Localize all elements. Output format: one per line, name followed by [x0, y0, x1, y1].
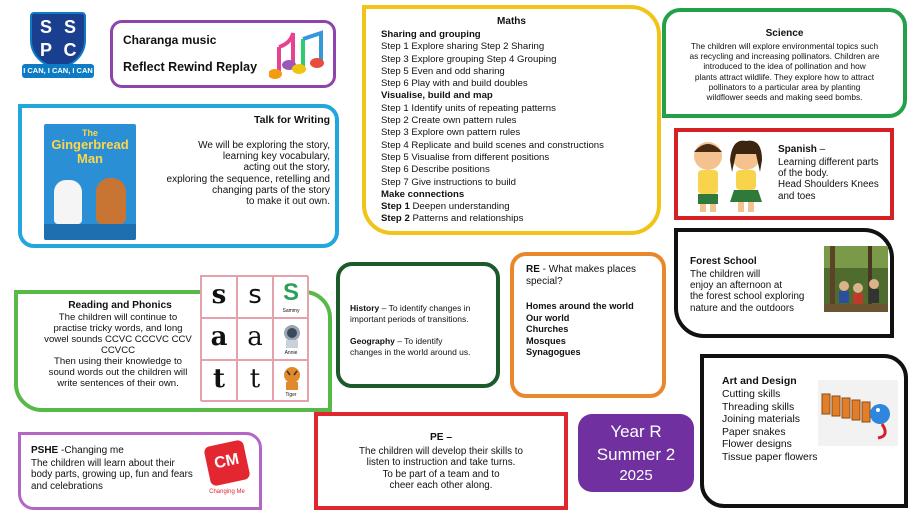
text-line: acting out the story,: [243, 162, 330, 174]
text-line: The children will: [690, 269, 761, 280]
text-line: pollinators to a particular area by planting: [708, 81, 861, 92]
step-number: Step 1: [381, 201, 410, 213]
phonics-card: [237, 318, 273, 360]
season-label: Summer 2: [596, 445, 676, 464]
music-notes-icon: [269, 27, 331, 85]
phonics-card: [201, 318, 237, 360]
step-text: Patterns and relationships: [412, 213, 524, 225]
badge-caption: Changing Me: [209, 489, 245, 495]
phonics-card: [273, 276, 309, 318]
re-title: RE: [526, 264, 540, 275]
maths-heading: Make connections: [381, 188, 465, 200]
art-list: [722, 389, 817, 465]
science-description: [668, 41, 901, 102]
book-title-line: Gingerbread: [51, 137, 129, 152]
text-line: write sentences of their own.: [57, 378, 179, 389]
phonics-letter: a: [210, 322, 228, 352]
logo-motto: I CAN, I CAN, I CAN: [22, 64, 94, 78]
art-item: Tissue paper flowers: [722, 451, 818, 463]
phonics-letter: s: [248, 280, 262, 310]
forest-title: Forest School: [690, 256, 757, 267]
re-heading: [526, 264, 666, 288]
logo-letter: P: [39, 40, 52, 60]
re-item: Churches: [526, 324, 569, 335]
phonics-letter: t: [249, 364, 261, 394]
maths-step: Step 6 Describe positions: [381, 164, 490, 176]
re-subtitle-2: special?: [526, 276, 563, 287]
maths-content: [381, 29, 604, 226]
text-line: learning key vocabulary,: [222, 151, 330, 163]
text-line: nature and the outdoors: [690, 302, 795, 314]
maths-step: Step 4 Replicate and build scenes and constructions: [381, 139, 604, 151]
text-line: The children will learn about their: [31, 458, 175, 469]
charanga-music-panel: [110, 20, 336, 88]
geography-text-1: – To identify: [394, 336, 443, 346]
text-line: listen to instruction and take turns.: [366, 457, 516, 469]
badge-text: CM: [212, 450, 241, 473]
history-text-2: important periods of transitions.: [350, 313, 469, 324]
text-line: enjoy an afternoon at: [690, 280, 783, 292]
date-label: 2025: [619, 467, 653, 484]
maths-heading: Visualise, build and map: [381, 90, 493, 102]
children-illustration: [686, 138, 770, 214]
art-item: Cutting skills: [722, 389, 781, 400]
text-line: sound words out the children will: [48, 367, 188, 378]
maths-step: Step 1 Explore sharing Step 2 Sharing: [381, 41, 545, 53]
text-line: changing parts of the story: [212, 184, 330, 196]
pe-title: PE –: [429, 432, 453, 443]
art-item: Flower designs: [722, 439, 792, 451]
maths-step: Step 2 Create own pattern rules: [381, 115, 517, 127]
science-title: Science: [765, 28, 804, 39]
text-line: the forest school exploring: [690, 291, 805, 303]
talk-description: [140, 140, 330, 207]
spanish-description: [778, 157, 879, 202]
spanish-heading: [778, 144, 825, 155]
art-title: Art and Design: [722, 375, 797, 387]
history-geography-panel: [336, 262, 500, 388]
phonics-card: [273, 360, 309, 402]
phonics-letter: t: [212, 364, 225, 394]
forest-photo: [824, 246, 888, 312]
phonics-letter: S: [282, 279, 299, 306]
text-line: and celebrations: [31, 480, 103, 492]
phonics-card: [237, 276, 273, 318]
science-panel: [662, 8, 907, 118]
phonics-card-grid: [200, 275, 308, 401]
reading-title: Reading and Phonics: [68, 300, 172, 311]
spanish-panel: [674, 128, 894, 220]
text-line: introduced to the idea of pollination and how: [703, 61, 866, 72]
text-line: Then using their knowledge to: [54, 356, 182, 367]
maths-step: Step 5 Visualise from different positions: [381, 151, 550, 163]
re-item: Mosques: [526, 335, 566, 346]
text-line: wildflower seeds and making seed bombs.: [706, 92, 863, 103]
pshe-description: [31, 458, 193, 492]
year-label: Year R: [610, 422, 662, 441]
logo-letter: S: [39, 17, 52, 37]
history-text-1: – To identify changes in: [379, 303, 471, 313]
text-line: Head Shoulders Knees: [778, 179, 879, 191]
text-line: The children will continue to: [58, 312, 178, 323]
pshe-panel: [18, 432, 262, 510]
talk-title: Talk for Writing: [254, 114, 331, 126]
maths-step: Step 7 Give instructions to build: [381, 176, 516, 188]
text-line: We will be exploring the story,: [198, 140, 330, 151]
maths-step: Step 5 Even and odd sharing: [381, 65, 505, 77]
phonics-card: [201, 360, 237, 402]
pe-panel: [314, 412, 568, 510]
text-line: cheer each other along.: [389, 480, 493, 492]
charanga-subtitle: Reflect Rewind Replay: [123, 60, 258, 74]
phonics-letter: s: [211, 280, 227, 310]
maths-step: Step 3 Explore own pattern rules: [381, 127, 521, 139]
text-line: practise tricky words, and long: [53, 323, 183, 334]
re-list: [526, 301, 634, 359]
pshe-heading: [31, 445, 124, 456]
text-line: to make it out own.: [246, 195, 330, 207]
history-text: [350, 303, 498, 324]
phonics-card: [273, 318, 309, 360]
maths-step: Step 3 Explore grouping Step 4 Grouping: [381, 53, 557, 65]
school-logo: [22, 12, 94, 82]
reading-description: [20, 312, 216, 389]
text-line: The children will develop their skills to: [359, 446, 523, 457]
art-design-panel: [700, 354, 908, 508]
art-item: Threading skills: [722, 401, 795, 413]
re-panel: [510, 252, 666, 398]
cover-ground: [44, 224, 136, 240]
re-item: Synagogues: [526, 347, 581, 358]
pe-description: [318, 446, 564, 492]
pshe-title: PSHE: [31, 445, 59, 456]
phonics-caption: Sammy: [282, 308, 300, 314]
text-line: and toes: [778, 190, 816, 202]
book-title-line: The: [81, 128, 98, 138]
phonics-letter: a: [247, 322, 263, 352]
geography-text-2: changes in the world around us.: [350, 346, 471, 357]
maths-heading: Sharing and grouping: [381, 29, 481, 40]
maths-step: [381, 213, 604, 225]
text-line: Learning different parts: [778, 157, 879, 168]
re-item: Homes around the world: [526, 301, 634, 311]
step-text: Deepen understanding: [412, 201, 510, 213]
text-line: exploring the sequence, retelling and: [166, 173, 330, 185]
maths-step: Step 1 Identify units of repeating patterns: [381, 102, 556, 114]
forest-description: [690, 269, 804, 314]
spanish-title: Spanish: [778, 144, 817, 155]
maths-step: Step 6 Play with and build doubles: [381, 78, 528, 90]
book-cover: [44, 124, 136, 240]
pshe-subtitle: -Changing me: [58, 445, 124, 456]
chef-figure: [54, 180, 82, 224]
phonics-card: [237, 360, 273, 402]
maths-title: Maths: [497, 16, 526, 27]
text-line: of the body.: [778, 168, 829, 180]
text-line: To be part of a team and to: [382, 468, 500, 480]
text-line: The children will explore environmental topics such: [690, 41, 879, 51]
term-badge: [578, 414, 694, 492]
art-item: Joining materials: [722, 414, 800, 426]
tiger-icon: [281, 366, 303, 390]
book-title-line: Man: [77, 151, 103, 166]
logo-letter: C: [63, 40, 77, 60]
maths-step: [381, 201, 604, 213]
geography-title: Geography: [350, 336, 395, 346]
spanish-dash: –: [816, 144, 826, 155]
text-line: plants attract wildlife. They explore how to attract: [694, 71, 875, 82]
phonics-caption: Annie: [284, 350, 298, 356]
text-line: vowel sounds CCVC CCCVC CCV: [44, 334, 192, 345]
logo-letter: S: [63, 17, 76, 37]
re-item: Our world: [526, 312, 570, 323]
charanga-title: Charanga music: [123, 33, 217, 47]
astronaut-icon: [281, 324, 303, 348]
art-item: Paper snakes: [722, 426, 786, 438]
changing-me-badge: [203, 439, 250, 486]
maths-panel: [362, 5, 661, 235]
talk-for-writing-panel: [18, 104, 339, 248]
re-subtitle-1: - What makes places: [539, 264, 637, 275]
forest-school-panel: [674, 228, 894, 338]
text-line: as recycling and increasing pollinators. Children are: [689, 51, 880, 62]
history-title: History: [350, 303, 380, 313]
geography-text: [350, 336, 498, 357]
phonics-card: [201, 276, 237, 318]
gingerbread-figure: [96, 178, 126, 224]
step-number: Step 2: [381, 213, 410, 225]
phonics-caption: Tiger: [285, 392, 297, 398]
text-line: CCVCC: [100, 345, 136, 356]
text-line: body parts, growing up, fun and fears: [31, 469, 193, 481]
paper-snake-image: [818, 380, 898, 446]
